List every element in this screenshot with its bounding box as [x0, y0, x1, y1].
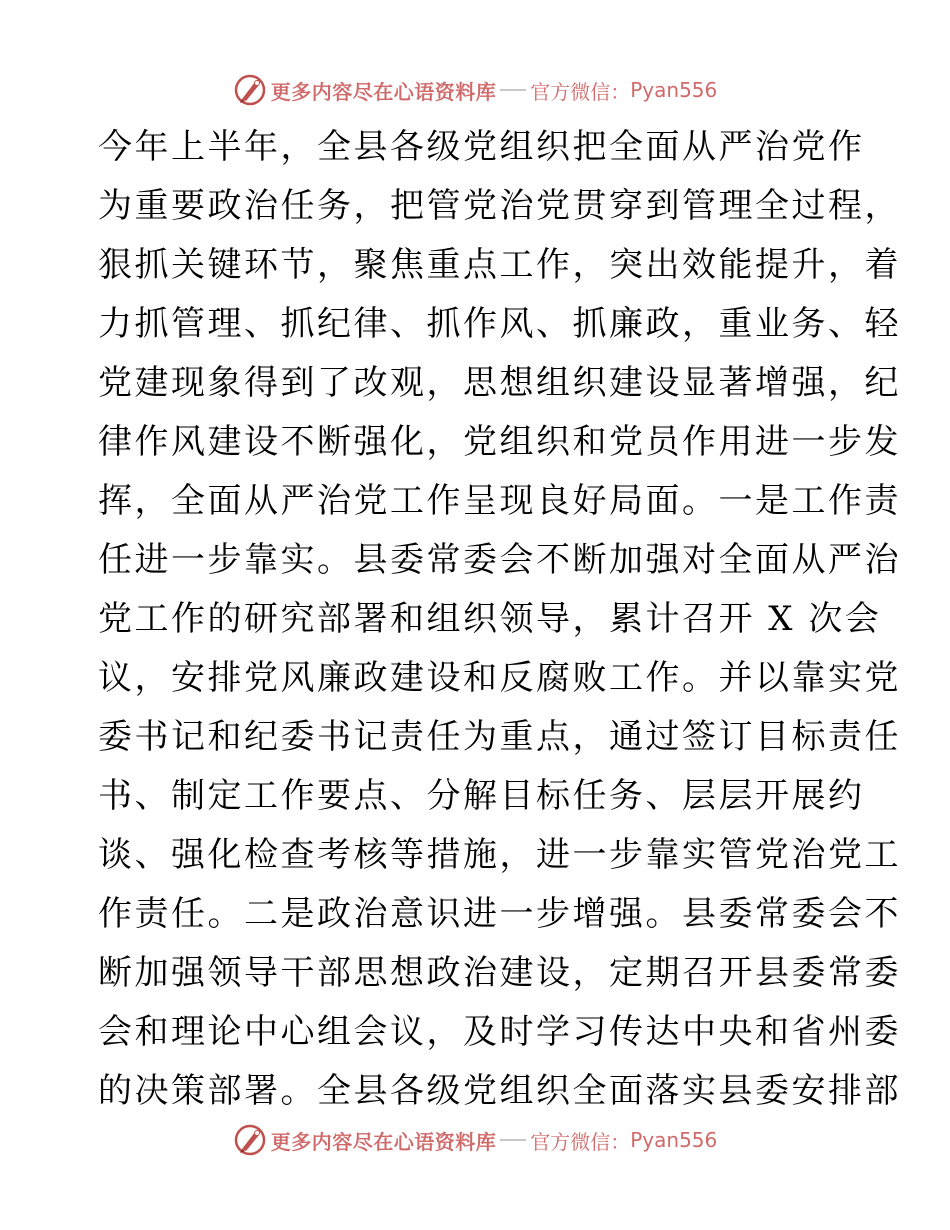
text-line: 任进一步靠实。县委常委会不断加强对全面从严治 — [98, 540, 901, 580]
text-line: 党工作的研究部署和组织领导，累计召开 X 次会 — [98, 599, 882, 639]
text-line: 今年上半年，全县各级党组织把全面从严治党作 — [98, 127, 865, 167]
quill-pen-logo-icon — [233, 1123, 267, 1157]
header-divider — [500, 89, 526, 91]
footer-banner — [0, 1120, 950, 1160]
header-slogan: 更多内容尽在心语资料库 — [270, 79, 497, 104]
text-line: 律作风建设不断强化，党组织和党员作用进一步发 — [98, 422, 901, 462]
text-line: 狠抓关键环节，聚焦重点工作，突出效能提升，着 — [98, 245, 901, 285]
text-line: 委书记和纪委书记责任为重点，通过签订目标责任 — [98, 717, 901, 757]
header-channel-label: 官方微信： — [530, 79, 631, 104]
footer-divider — [500, 1139, 526, 1141]
text-line: 断加强领导干部思想政治建设，定期召开县委常委 — [98, 953, 901, 993]
quill-pen-logo-icon — [233, 73, 267, 107]
text-line: 谈、强化检查考核等措施，进一步靠实管党治党工 — [98, 835, 901, 875]
footer-slogan: 更多内容尽在心语资料库 — [270, 1129, 497, 1154]
footer-channel-label: 官方微信： — [530, 1129, 631, 1154]
document-body — [98, 118, 901, 1121]
text-line: 作责任。二是政治意识进一步增强。县委常委会不 — [98, 894, 901, 934]
text-line: 党建现象得到了改观，思想组织建设显著增强，纪 — [98, 363, 901, 403]
text-line: 会和理论中心组会议，及时学习传达中央和省州委 — [98, 1012, 901, 1052]
header-banner — [0, 70, 950, 110]
text-line: 为重要政治任务，把管党治党贯穿到管理全过程， — [98, 186, 901, 226]
text-line: 书、制定工作要点、分解目标任务、层层开展约 — [98, 776, 865, 816]
footer-account: Pyan556 — [630, 1128, 718, 1152]
text-line: 力抓管理、抓纪律、抓作风、抓廉政，重业务、轻 — [98, 304, 901, 344]
text-line: 挥，全面从严治党工作呈现良好局面。一是工作责 — [98, 481, 901, 521]
text-line: 议，安排党风廉政建设和反腐败工作。并以靠实党 — [98, 658, 901, 698]
text-line: 的决策部署。全县各级党组织全面落实县委安排部 — [98, 1071, 901, 1111]
header-account: Pyan556 — [630, 78, 718, 102]
